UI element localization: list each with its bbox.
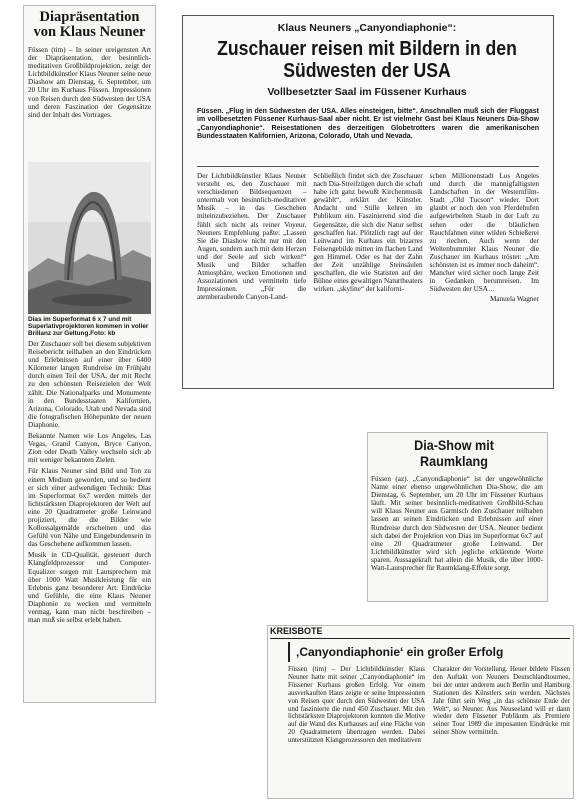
delicate-arch-photo: [28, 162, 151, 314]
kreisbote-column-2: [433, 666, 570, 745]
main-column-2: [313, 172, 422, 303]
left-article-headline: Diapräsentation von Klaus Neuner: [33, 9, 146, 40]
kreisbote-article: [268, 626, 573, 798]
main-column-1: [197, 172, 306, 303]
lead-divider: [197, 166, 539, 167]
main-article-author: Manuela Wagner: [490, 295, 539, 304]
dia-show-body: Füssen (az). „Canyondiaphonie“ ist der ungewöhnliche Name einer ebenso ungewöhnlichen Dia-Show, die am Dienstag, 6. September, um 20 Uhr im Füssener Kurhaus läuft. Mit seiner besinnlich-meditativen Großbild-Schau will Klaus Neuner aus Garmisch den Zuschauer teilhaben lassen an seinen Eindrücken und Erlebnissen auf einer Rundreise durch den Südwesten der USA. Neuner bedient sich dabei der Projektion von Dias im Superformat 6x7 auf eine 20 Quadratmeter große Leinwand. Der Lichtbildkünstler wird sich jegliche erklärende Worte sparen. Aussagekraft hat allein die Musik, die über 1000-Watt-Lautsprecher für Raumklang-Effekte sorgt.: [371, 475, 543, 573]
main-column-3-text: schen Millionenstadt Los Angeles und durch die mannigfaltigsten Landschaften in der Westernfilm-Stadt „Old Tucson“ wieder. Dort glaubt er noch den von Pferdehufen aufgewirbelten Staub in der Luft zu sehen oder die bläulichen Rauchfahnen einer wilden Schießerei zu riechen. Auch wenn der Weltenbummler Klaus Neuner die Zuschauer im Kurhaus tröstet: „Am schönsten ist es immer noch daheim“. Mancher wird sicher noch lange Zeit in Gedanken herumreisen. Im Südwesten der USA…: [429, 172, 539, 294]
kreisbote-headline: ‚Canyondiaphonie‘ ein großer Erfolg: [296, 645, 504, 659]
main-article-subheadline: Vollbesetzter Saal im Füssener Kurhaus: [267, 86, 467, 98]
dia-show-article: [368, 433, 547, 601]
kreisbote-rule: [270, 638, 570, 639]
main-column-1-text: Der Lichtbildkünstler Klaus Neuner versteht es, den Zuschauer mit verschiedenen Bildsequenzen – untermalt von besinnlich-meditativer Musik – in das Geschehen miteinzubeziehen. Der Zuschauer fühlt sich nicht als reiner Voyeur. Neuners Empfehlung paßte: „Lassen Sie die Diashow nicht nur mit den Augen, sondern auch mit dem Herzen und der Seele auf sich wirken!“ Musik und Bilder schaffen Atmosphäre, wecken Emotionen und Assoziationen und vermitteln tiefe Impressionen. „Für die atemberaubende Canyon-Land-: [197, 172, 307, 302]
left-paragraph: Bekannte Namen wie Los Angeles, Las Vegas, Grand Canyon, Bryce Canyon, Zion oder Death Valley wechseln sich ab mit weniger bekannten Zielen.: [28, 432, 151, 465]
left-article: [24, 6, 155, 702]
kreisbote-columns: [288, 666, 570, 745]
left-paragraph: Musik in CD-Qualität, gesteuert durch Klangfeldprozessor und Computer-Equalizer sorgen mit Lautsprechern mit über 1000 Watt Musikleistung für ein Erlebnis ganz besonderer Art. Eindrücke und Gefühle, die eine Klaus Neuner Diaphonie zu wecken und vermitteln vermag, kann man nicht beschreiben – man muß sie selbst erlebt haben.: [28, 551, 151, 625]
main-article-lead: Füssen. „Flug in den Südwesten der USA. Alles einsteigen, bitte“. Anschnallen muß sich der Fluggast im vollbesetzten Füssener Kurhaus-Saal aber nicht. Er ist vielmehr Gast bei Klaus Neuners Dia-Show „Canyondiaphonie“. Reisestationen des derzeitigen Globetrotters waren die amerikanischen Bundesstaaten Kalifornien, Arizona, Colorado, Utah und Nevada.: [197, 108, 539, 141]
kreisbote-headline-box: [288, 642, 572, 662]
kreisbote-column-2-text: Charakter der Vorstellung. Heuer bildete Füssen den Auftakt von Neuners Deutschlandtournee, bei der unter anderem auch Berlin und Hamburg Stationen des Künstlers sein werden. Nächstes Jahr führt sein Weg „in das schönste Ende der Welt“, so Neuner. Aus Neuseeland will er dann wieder dem Füssener Publikum als Premiere seiner Tour 1989 die imposanten Eindrücke mit seiner Show vermitteln.: [433, 666, 570, 737]
main-article-columns: [197, 172, 539, 303]
dia-show-headline: Dia-Show mit Raumklang: [414, 437, 494, 469]
main-column-3: [430, 172, 539, 303]
left-paragraph: Der Zuschauer soll bei diesem subjektiven Reisebericht teilhaben an den Eindrücken und Erlebnissen auf einer über 6400 Kilometer langen Rundreise im Frühjahr durch einen Teil der USA, der mit Recht zu den schönsten Reisezielen der Welt zählt. Die Nationalparks und Monumente in den Bundesstaaten Kalifornien, Arizona, Colorado, Utah und Nevada sind die fotografischen Höhepunkte der neuen Diaphonie.: [28, 340, 151, 429]
main-article-kicker: Klaus Neuners „Canyondiaphonie“:: [277, 22, 457, 34]
kreisbote-source: KREISBOTE: [270, 626, 323, 636]
photo-caption: Dias im Superformat 6 x 7 und mit Superlativprojektoren kommen in voller Brillanz zur Geltung.Foto: kb: [28, 316, 149, 338]
left-paragraph: Für Klaus Neuner sind Bild und Ton zu einem Medium geworden, und so bedient er sich einer aufwendigen Technik: Dias im Superformat 6x7 werden mittels der lichtstärksten Diaprojektoren der Welt auf eine 20 Quadratmeter große Leinwand projiziert, die die Bilder wie Kollossalgemälde erscheinen und das Gefühl von Nähe und Eingebundensein in das Geschehene aufkommen lassen.: [28, 467, 151, 549]
left-article-intro: Füssen (tim) – In seiner ureigensten Art der Diapräsentation, der besinnlich-meditativen Großbildprojektion, zeigt der Lichtbildkünstler Klaus Neuner seine neue Diashow am Dienstag, 6. September, um 20 Uhr im Kurhaus Füssen. Impressionen von Reisen durch den Südwesten der USA und deren Faszination der Gegensätze sind der Inhalt des Vortrages.: [28, 46, 151, 119]
main-column-2-text: Schließlich findet sich der Zuschauer nach Dia-Streifzügen durch die schaft habe ich ganz bewußt Kirchenmusik gewählt“, erklärt der Künstler. Andacht und Stille kehren im Publikum ein. Faszinierend sind die Gegensätze, die sich die Natur selbst geschaffen hat. Plötzlich ragt auf der Leinwand im Kurhaus ein bizarres Felsengebilde mitten im flachen Land gen Himmel. Oder es hat der Zahn der Zeit unzählige Steinsäulen geschaffen, die wie Statisten auf der Bühne eines gewaltigen Naturtheaters wirken. „skyline“ der kaliforni-: [313, 172, 423, 294]
main-article-headline: Zuschauer reisen mit Bildern in den Südwesten der USA: [217, 37, 517, 82]
kreisbote-column-1-text: Füssen (tim) – Der Lichtbildkünstler Klaus Neuner hatte mit seiner „Canyondiaphonie“ im Füssener Kurhaus großen Erfolg. Vor einem ausverkauften Haus zeigte er seine Impressionen von Reisen quer durch den Südwesten der USA und faszinierte die rund 450 Zuschauer. Mit den lichtstärksten Diaprojektoren konnten die Motive auf die Wand des Kurhauses auf eine Fläche von 20 Quadratmetern übertragen werden. Dabei unterstützten Klangprozessoren den meditativen: [288, 666, 425, 745]
main-article: [182, 15, 554, 389]
arch-photo-svg: [28, 162, 151, 314]
kreisbote-column-1: [288, 666, 425, 745]
left-article-body: [28, 340, 151, 624]
